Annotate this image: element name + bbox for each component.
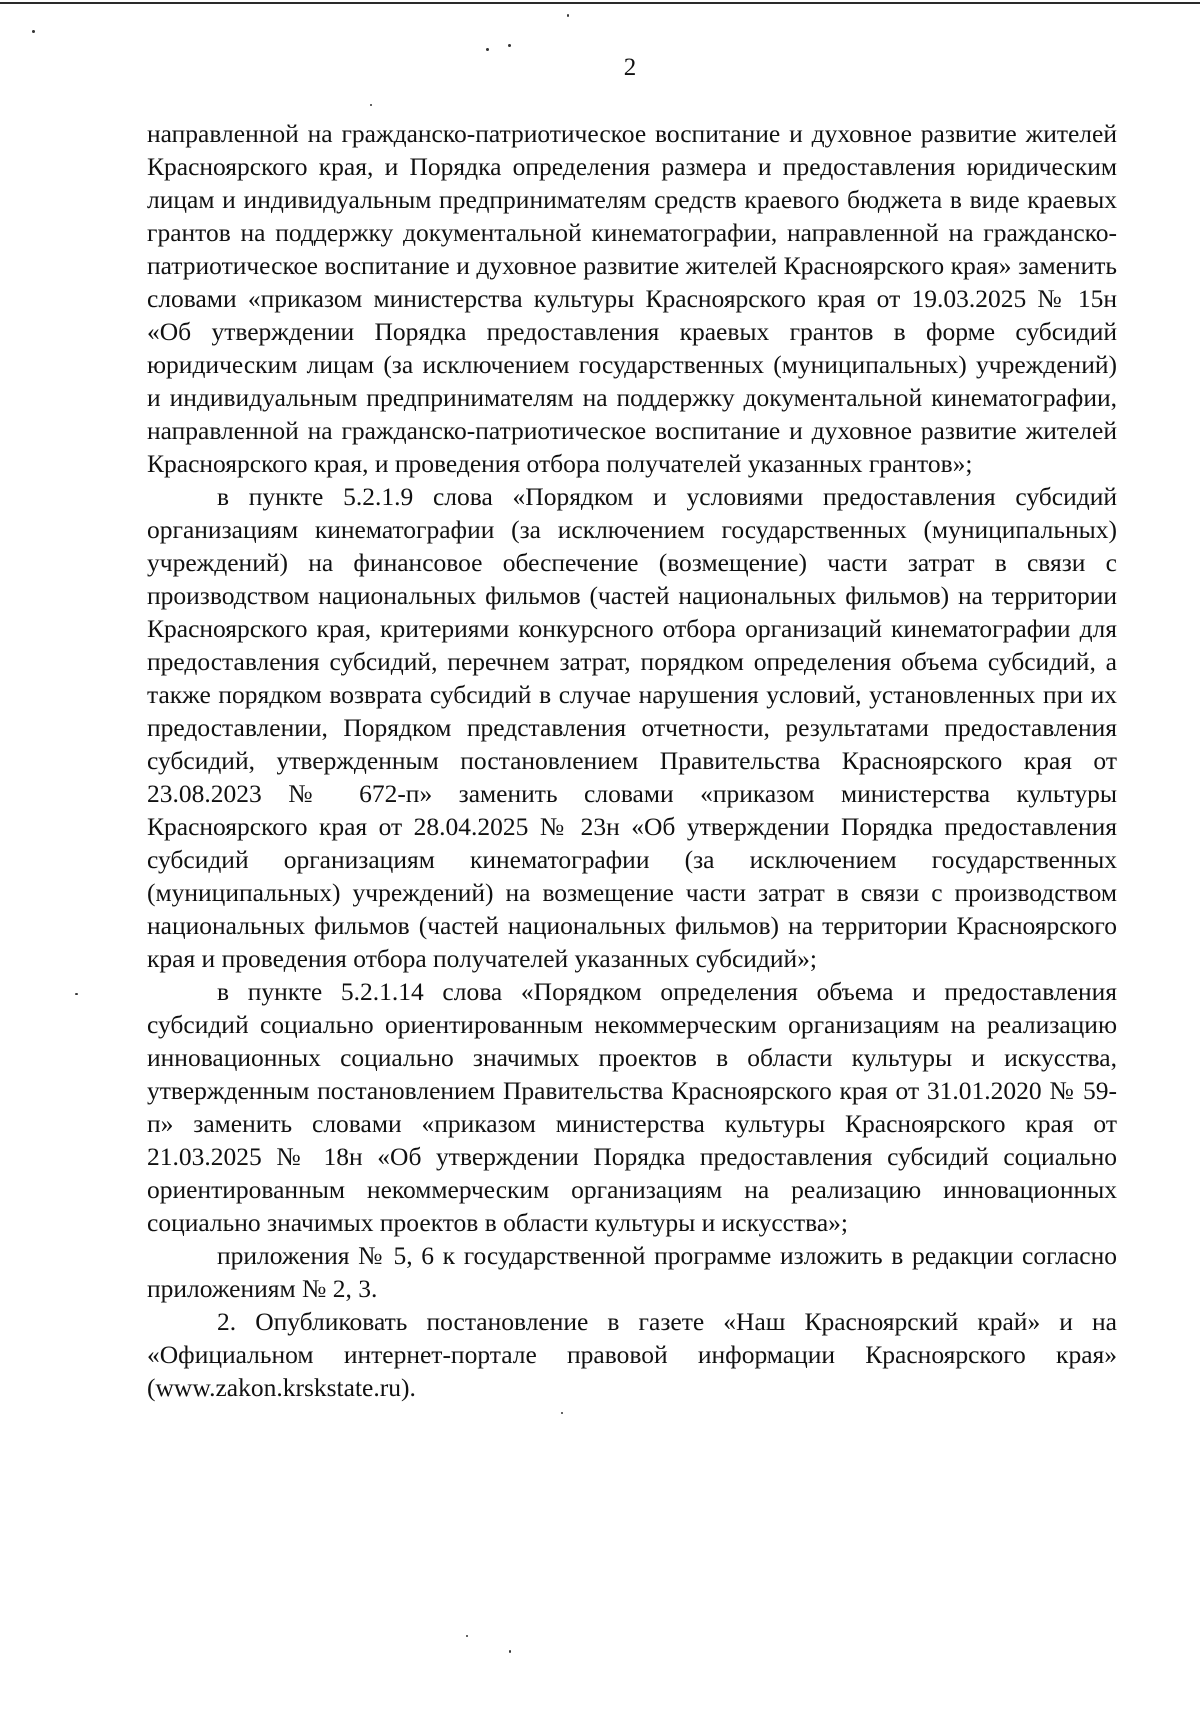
scan-speck bbox=[561, 1412, 563, 1414]
scan-speck bbox=[32, 30, 35, 33]
page-number: 2 bbox=[623, 54, 637, 81]
scan-speck bbox=[370, 104, 372, 106]
scan-speck bbox=[486, 48, 489, 51]
scan-speck bbox=[75, 993, 78, 995]
scan-speck bbox=[509, 1650, 511, 1653]
scan-top-border bbox=[0, 2, 1200, 4]
paragraph-continuation: направленной на гражданско-патриотическое воспитание и духовное развитие жителей Красноярского края, и Порядка определения размера и предоставления юридическим лицам и индивидуальным предпринимателям средств краевого бюджета в виде краевых грантов на поддержку документальной кинематографии, направленной на гражданско-патриотическое воспитание и духовное развитие жителей Красноярского края» заменить словами «приказом министерства культуры Красноярского края от 19.03.2025 № 15н «Об утверждении Порядка предоставления краевых грантов в форме субсидий юридическим лицам (за исключением государственных (муниципальных) учреждений) и индивидуальным предпринимателям на поддержку документальной кинематографии, направленной на гражданско-патриотическое воспитание и духовное развитие жителей Красноярского края, и проведения отбора получателей указанных грантов»; bbox=[147, 119, 1117, 478]
scan-speck bbox=[567, 14, 569, 17]
paragraph-item-5-2-1-9: в пункте 5.2.1.9 слова «Порядком и условиями предоставления субсидий организациям кинематографии (за исключением государственных (муниципальных) учреждений) на финансовое обеспечение (возмещение) части затрат в связи с производством национальных фильмов (частей национальных фильмов) на территории Красноярского края, критериями конкурсного отбора организаций кинематографии для предоставления субсидий, перечнем затрат, порядком определения объема субсидий, а также порядком возврата субсидий в случае нарушения условий, установленных при их предоставлении, Порядком представления отчетности, результатами предоставления субсидий, утвержденным постановлением Правительства Красноярского края от 23.08.2023 № 672-п» заменить словами «приказом министерства культуры Красноярского края от 28.04.2025 № 23н «Об утверждении Порядка предоставления субсидий организациям кинематографии (за исключением государственных (муниципальных) учреждений) на возмещение части затрат в связи с производством национальных фильмов (частей национальных фильмов) на территории Красноярского края и проведения отбора получателей указанных субсидий»; bbox=[147, 482, 1117, 973]
paragraph-appendices: приложения № 5, 6 к государственной программе изложить в редакции согласно приложениям № 2, 3. bbox=[147, 1241, 1117, 1303]
scan-speck bbox=[508, 44, 511, 47]
document-body bbox=[147, 117, 1117, 1404]
paragraph-item-5-2-1-14: в пункте 5.2.1.14 слова «Порядком определения объема и предоставления субсидий социально ориентированным некоммерческим организациям на реализацию инновационных социально значимых проектов в области культуры и искусства, утвержденным постановлением Правительства Красноярского края от 31.01.2020 № 59-п» заменить словами «приказом министерства культуры Красноярского края от 21.03.2025 № 18н «Об утверждении Порядка предоставления субсидий социально ориентированным некоммерческим организациям на реализацию инновационных социально значимых проектов в области культуры и искусства»; bbox=[147, 977, 1117, 1237]
paragraph-publication: 2. Опубликовать постановление в газете «Наш Красноярский край» и на «Официальном интернет-портале правовой информации Красноярского края» (www.zakon.krskstate.ru). bbox=[147, 1307, 1117, 1402]
scan-speck bbox=[466, 1635, 468, 1637]
